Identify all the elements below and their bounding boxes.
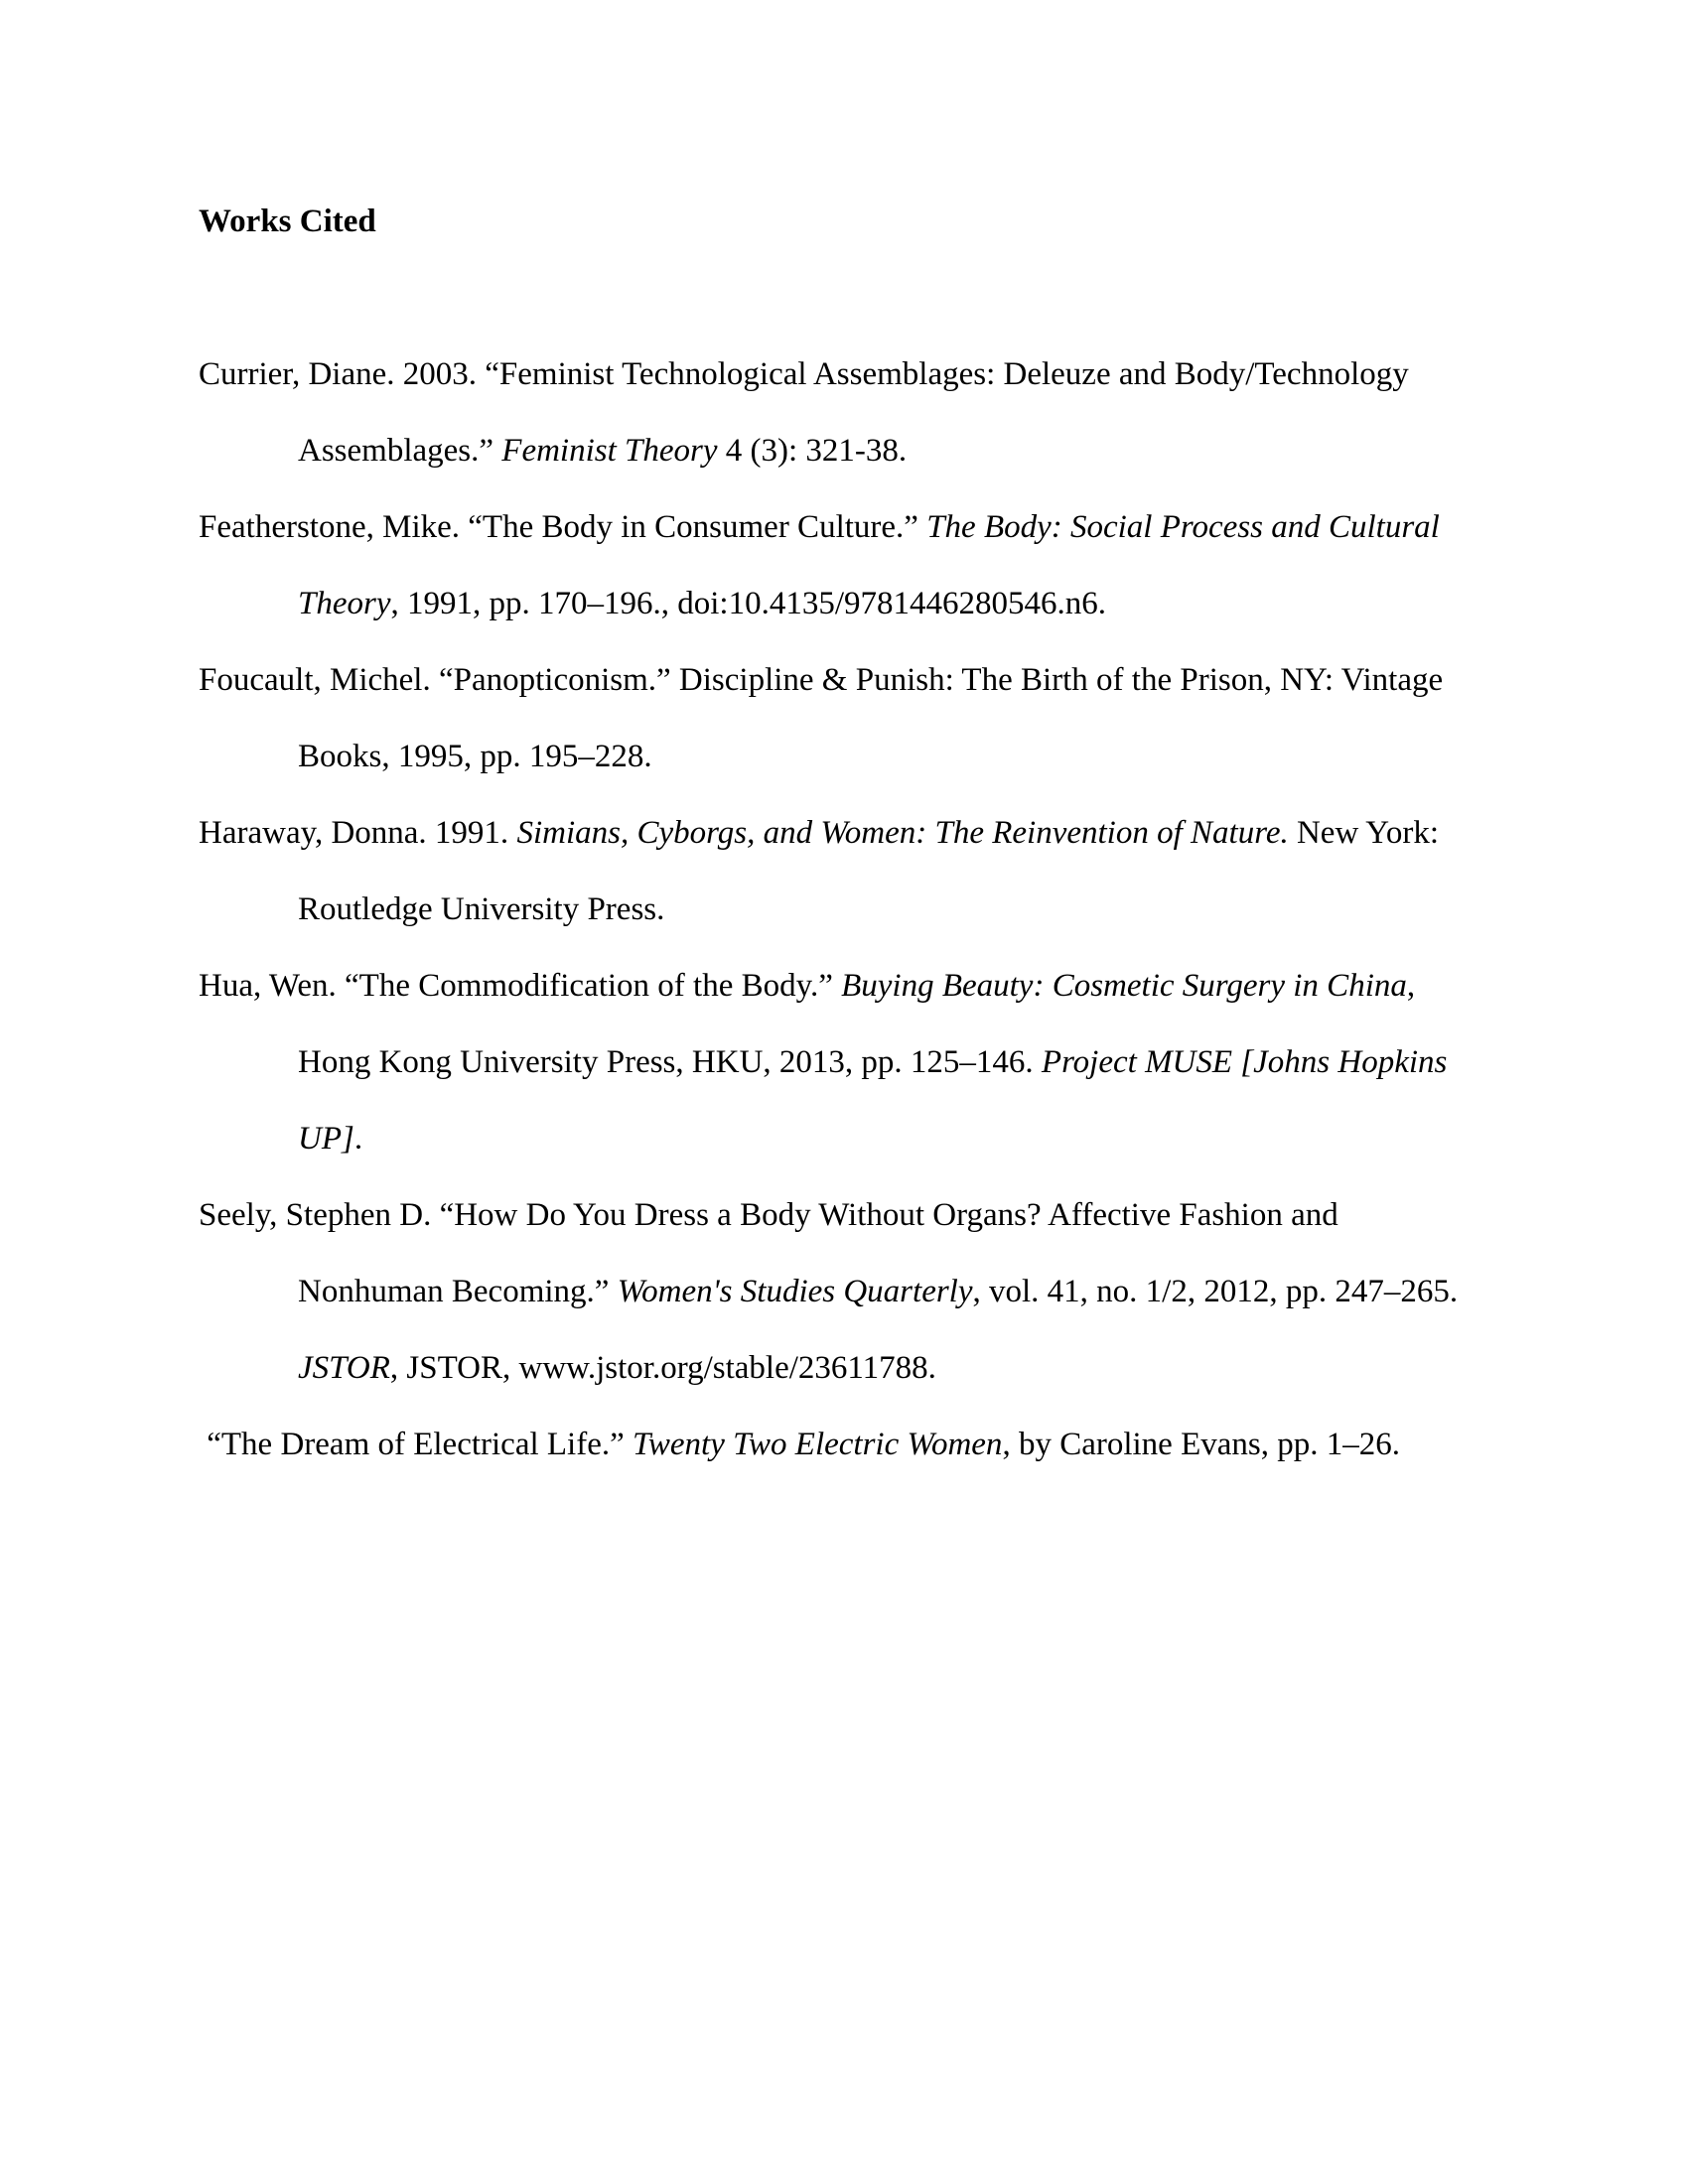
- citation-text: 4 (3): 321-38.: [717, 433, 908, 469]
- citation-text: Seely, Stephen D. “How Do You Dress a Body Without Organs? Affective Fashion and Nonhuman Becoming.”: [199, 1197, 1338, 1309]
- citation-italic-text: Women's Studies Quarterly: [617, 1274, 973, 1309]
- citation-text: , by Caroline Evans, pp. 1–26.: [1002, 1427, 1400, 1462]
- citation-entry: [199, 1177, 1489, 1407]
- citation-italic-text: Simians, Cyborgs, and Women: The Reinvention of Nature.: [516, 815, 1289, 851]
- citation-entry: [199, 337, 1489, 489]
- citation-list: [199, 337, 1489, 1483]
- citation-text: Hua, Wen. “The Commodification of the Body.”: [199, 968, 842, 1004]
- citation-italic-text: Twenty Two Electric Women: [633, 1427, 1003, 1462]
- citation-text: , vol. 41, no. 1/2, 2012, pp. 247–265.: [972, 1274, 1459, 1309]
- citation-entry: [199, 795, 1489, 948]
- citation-italic-text: Buying Beauty: Cosmetic Surgery in China: [841, 968, 1407, 1004]
- citation-text: , 1991, pp. 170–196., doi:10.4135/9781446280546.n6.: [390, 586, 1107, 621]
- page-title: Works Cited: [199, 204, 376, 239]
- citation-text: , JSTOR, www.jstor.org/stable/23611788.: [389, 1350, 936, 1386]
- citation-text: New York: Routledge University Press.: [298, 815, 1439, 927]
- citation-text: Foucault, Michel. “Panopticonism.” Discipline & Punish: The Birth of the Prison, NY: Vintage Books, 1995, pp. 195–228.: [199, 662, 1444, 774]
- citation-entry: [199, 642, 1489, 795]
- citation-italic-text: Feminist Theory: [501, 433, 718, 469]
- citation-italic-text: JSTOR: [298, 1350, 390, 1386]
- citation-italic-text: Project MUSE [Johns Hopkins UP]: [298, 1044, 1448, 1157]
- citation-text: “The Dream of Electrical Life.”: [199, 1427, 633, 1462]
- citation-entry: [199, 1407, 1489, 1483]
- citation-text: Haraway, Donna. 1991.: [199, 815, 517, 851]
- citation-text: , Hong Kong University Press, HKU, 2013, pp. 125–146.: [298, 968, 1416, 1080]
- citation-italic-text: The Body: Social Process and Cultural Theory: [298, 509, 1440, 621]
- citation-text: Featherstone, Mike. “The Body in Consumer Culture.”: [199, 509, 927, 545]
- citation-text: .: [353, 1121, 363, 1157]
- citation-entry: [199, 489, 1489, 642]
- citation-text: Currier, Diane. 2003. “Feminist Technological Assemblages: Deleuze and Body/Technology Assemblages.”: [199, 356, 1409, 469]
- citation-entry: [199, 948, 1489, 1177]
